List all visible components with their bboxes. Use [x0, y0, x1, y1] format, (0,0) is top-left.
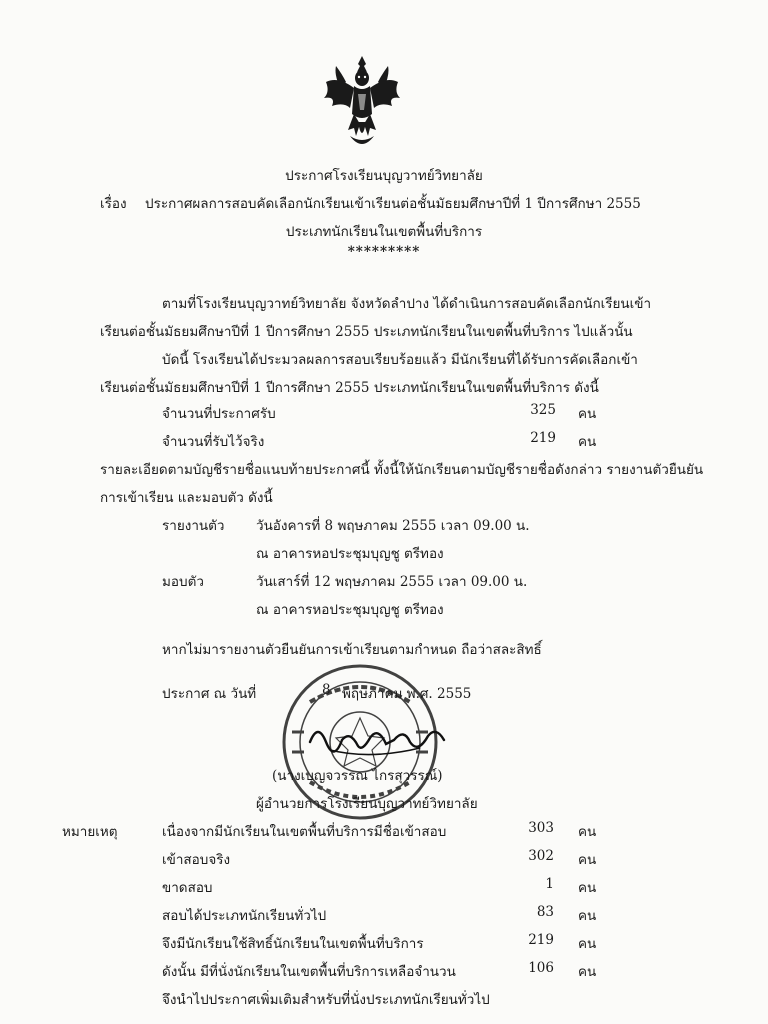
signatory-name: (นางเบญจวรรณ ไกรสุวรรณ์)	[272, 768, 443, 784]
handwritten-signature-icon	[300, 712, 460, 767]
subject-label: เรื่อง	[100, 196, 127, 212]
schedule-label-report: รายงานตัว	[162, 518, 225, 534]
note-unit: คน	[578, 908, 597, 924]
note-value: 219	[528, 932, 554, 948]
note-text: จึงมีนักเรียนใช้สิทธิ์นักเรียนในเขตพื้นที่บริการ	[162, 936, 424, 952]
announce-prefix: ประกาศ ณ วันที่	[162, 686, 257, 702]
paragraph-3-line-1: รายละเอียดตามบัญชีรายชื่อแนบท้ายประกาศนี้ ทั้งนี้ให้นักเรียนตามบัญชีรายชื่อดังกล่าว รายงานตัวยืนยัน	[100, 462, 704, 478]
stat-label-accepted: จำนวนที่รับไว้จริง	[162, 434, 265, 450]
announce-month-year: พฤษภาคม พ.ศ. 2555	[342, 686, 472, 702]
separator-stars: *********	[347, 244, 421, 260]
signatory-position: ผู้อำนวยการโรงเรียนบุญวาทย์วิทยาลัย	[256, 796, 478, 812]
note-unit: คน	[578, 936, 597, 952]
note-value: 302	[528, 848, 554, 864]
stat-unit: คน	[578, 406, 597, 422]
note-value: 83	[536, 904, 554, 920]
stat-value-accepted: 219	[530, 430, 556, 446]
schedule-label-enroll: มอบตัว	[162, 574, 204, 590]
schedule-date-enroll: วันเสาร์ที่ 12 พฤษภาคม 2555 เวลา 09.00 น.	[256, 574, 528, 590]
paragraph-2-line-2: เรียนต่อชั้นมัธยมศึกษาปีที่ 1 ปีการศึกษา 2555 ประเภทนักเรียนในเขตพื้นที่บริการ ดังนี้	[100, 380, 599, 396]
note-value: 303	[528, 820, 554, 836]
paragraph-2-line-1: บัดนี้ โรงเรียนได้ประมวลผลการสอบเรียบร้อยแล้ว มีนักเรียนที่ได้รับการคัดเลือกเข้า	[162, 352, 638, 368]
note-text: ขาดสอบ	[162, 880, 213, 896]
schedule-date-report: วันอังคารที่ 8 พฤษภาคม 2555 เวลา 09.00 น.	[256, 518, 530, 534]
note-text: สอบได้ประเภทนักเรียนทั่วไป	[162, 908, 327, 924]
paragraph-1-line-2: เรียนต่อชั้นมัธยมศึกษาปีที่ 1 ปีการศึกษา 2555 ประเภทนักเรียนในเขตพื้นที่บริการ ไปแล้วนั้น	[100, 324, 633, 340]
stat-value-announced: 325	[530, 402, 556, 418]
note-text: ดังนั้น มีที่นั่งนักเรียนในเขตพื้นที่บริการเหลือจำนวน	[162, 964, 456, 980]
note-text: เข้าสอบจริง	[162, 852, 231, 868]
schedule-place-enroll: ณ อาคารหอประชุมบุญชู ตรีทอง	[256, 602, 444, 618]
announce-day: 8	[322, 682, 331, 698]
stat-label-announced: จำนวนที่ประกาศรับ	[162, 406, 276, 422]
paragraph-1-line-1: ตามที่โรงเรียนบุญวาทย์วิทยาลัย จังหวัดลำปาง ได้ดำเนินการสอบคัดเลือกนักเรียนเข้า	[162, 296, 652, 312]
note-unit: คน	[578, 824, 597, 840]
note-unit: คน	[578, 964, 597, 980]
note-text: เนื่องจากมีนักเรียนในเขตพื้นที่บริการมีชื่อเข้าสอบ	[162, 824, 447, 840]
note-value: 1	[545, 876, 554, 892]
forfeit-warning: หากไม่มารายงานตัวยืนยันการเข้าเรียนตามกำหนด ถือว่าสละสิทธิ์	[162, 642, 542, 658]
garuda-emblem-icon	[320, 52, 404, 152]
paragraph-3-line-2: การเข้าเรียน และมอบตัว ดังนี้	[100, 490, 273, 506]
category-line: ประเภทนักเรียนในเขตพื้นที่บริการ	[285, 224, 483, 240]
stat-unit: คน	[578, 434, 597, 450]
notes-label: หมายเหตุ	[62, 824, 118, 840]
note-unit: คน	[578, 852, 597, 868]
schedule-place-report: ณ อาคารหอประชุมบุญชู ตรีทอง	[256, 546, 444, 562]
note-unit: คน	[578, 880, 597, 896]
subject-text: ประกาศผลการสอบคัดเลือกนักเรียนเข้าเรียนต่อชั้นมัธยมศึกษาปีที่ 1 ปีการศึกษา 2555	[145, 196, 641, 212]
announcement-title: ประกาศโรงเรียนบุญวาทย์วิทยาลัย	[285, 168, 483, 184]
note-final: จึงนำไปประกาศเพิ่มเติมสำหรับที่นั่งประเภทนักเรียนทั่วไป	[162, 992, 490, 1008]
note-value: 106	[528, 960, 554, 976]
